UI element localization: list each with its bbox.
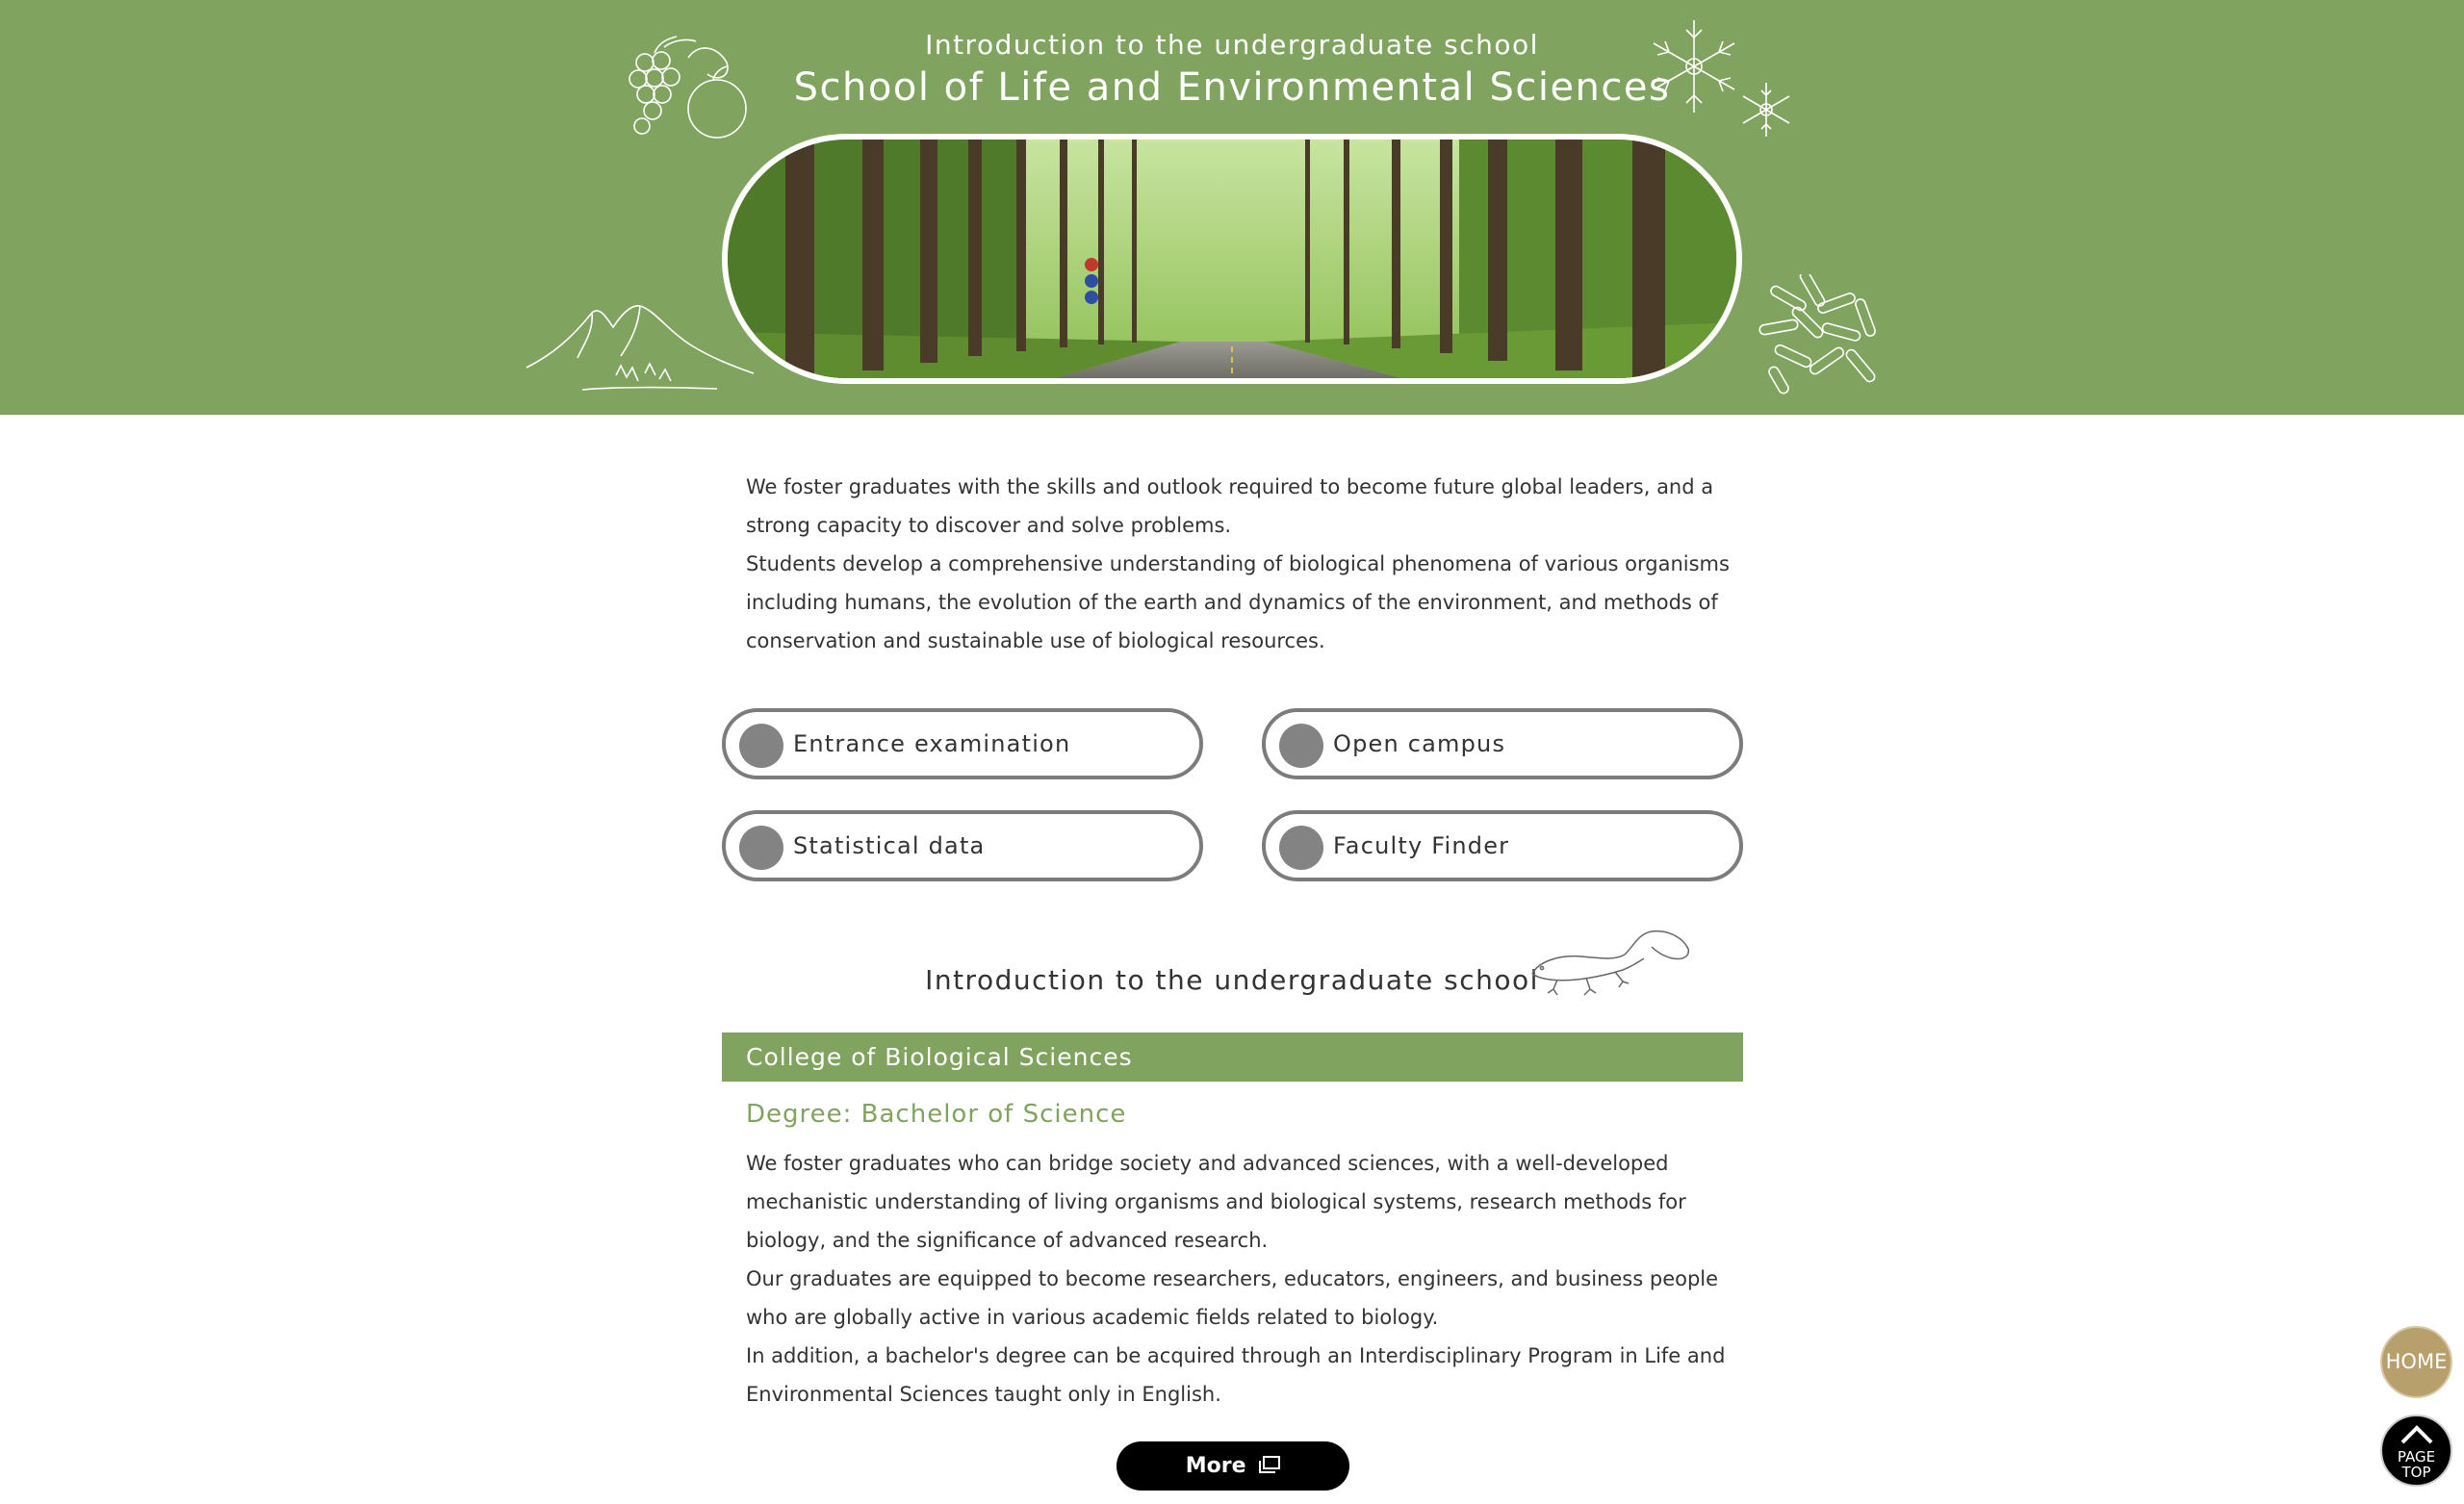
- link-label: Open campus: [1333, 730, 1506, 757]
- faculty-finder-button[interactable]: [1262, 810, 1743, 881]
- mountain-icon: [525, 298, 756, 395]
- more-button[interactable]: [1116, 1441, 1349, 1491]
- college-paragraph: Our graduates are equipped to become researchers, educators, engineers, and business people who are globally active in various academic fields related to biology.: [746, 1267, 1719, 1329]
- page-top-button[interactable]: [2380, 1415, 2452, 1487]
- lizard-icon: [1528, 926, 1692, 1007]
- link-label: Entrance examination: [793, 730, 1071, 757]
- entrance-examination-button[interactable]: [722, 708, 1203, 779]
- page-top-line: TOP: [2401, 1464, 2431, 1481]
- college-description: [746, 1144, 1737, 1414]
- more-label: More: [1185, 1454, 1246, 1478]
- link-label: Statistical data: [793, 832, 986, 859]
- intro-paragraph: Students develop a comprehensive understanding of biological phenomena of various organisms including humans, the evolution of the earth and dynamics of the environment, and methods of conservation and sustainable use of biological resources.: [746, 552, 1730, 652]
- hero-title: School of Life and Environmental Sciences: [793, 65, 1671, 110]
- intro-paragraph: We foster graduates with the skills and outlook required to become future global leaders, and a strong capacity to discover and solve problems.: [746, 475, 1714, 537]
- college-paragraph: We foster graduates who can bridge society and advanced sciences, with a well-developed mechanistic understanding of living organisms and biological systems, research methods for biology, and the significance of advanced research.: [746, 1152, 1686, 1252]
- hero-subtitle: Introduction to the undergraduate school: [925, 29, 1539, 61]
- link-label: Faculty Finder: [1333, 832, 1510, 859]
- circle-bullet-icon: [739, 724, 783, 768]
- open-campus-button[interactable]: [1262, 708, 1743, 779]
- degree-title: Degree: Bachelor of Science: [746, 1100, 1127, 1129]
- home-button[interactable]: HOME: [2380, 1326, 2452, 1398]
- rice-grains-icon: [1750, 274, 1904, 399]
- hero-banner: [0, 0, 2464, 415]
- circle-bullet-icon: [1279, 826, 1323, 870]
- college-paragraph: In addition, a bachelor's degree can be acquired through an Interdisciplinary Program in Life and Environmental Sciences taught only in English.: [746, 1344, 1726, 1406]
- window-icon: [1259, 1456, 1280, 1473]
- chevron-up-icon: [2400, 1424, 2434, 1445]
- hero-tree-lined-road-photo: [722, 134, 1742, 384]
- page-top-label: [2382, 1449, 2451, 1480]
- college-name-bar: College of Biological Sciences: [722, 1032, 1743, 1082]
- intro-text: [746, 468, 1737, 660]
- circle-bullet-icon: [1279, 724, 1323, 768]
- page-top-line: PAGE: [2397, 1448, 2436, 1466]
- statistical-data-button[interactable]: [722, 810, 1203, 881]
- circle-bullet-icon: [739, 826, 783, 870]
- snowflake-icon: [1641, 13, 1805, 143]
- section-heading: Introduction to the undergraduate school: [925, 964, 1539, 996]
- grapes-apple-icon: [621, 34, 756, 149]
